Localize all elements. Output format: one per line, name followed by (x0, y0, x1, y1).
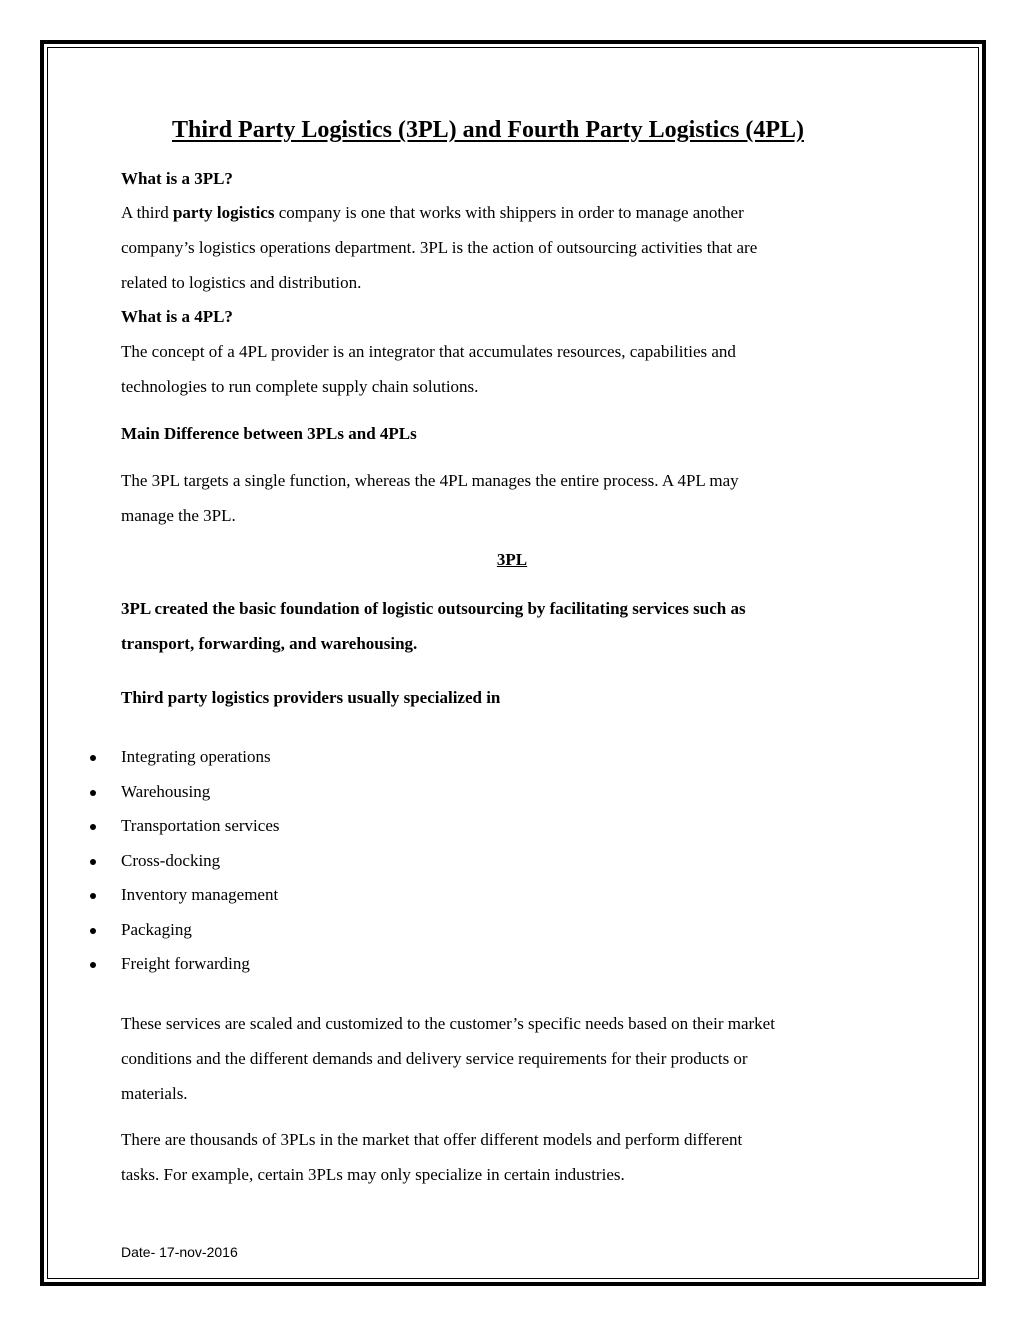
heading-what-is-4pl: What is a 4PL? (121, 307, 233, 326)
paragraph-line: There are thousands of 3PLs in the market that offer different models and perform different (121, 1130, 743, 1149)
paragraph-line: tasks. For example, certain 3PLs may only specialize in certain industries. (121, 1165, 625, 1184)
bold-term-party-logistics: party logistics (172, 203, 275, 222)
paragraph-3pl-intro (121, 591, 746, 661)
list-item-label: Packaging (121, 919, 192, 939)
paragraph-line: company’s logistics operations department. 3PL is the action of outsourcing activities that are (121, 238, 758, 257)
heading-main-difference: Main Difference between 3PLs and 4PLs (121, 424, 417, 443)
bullet-icon (90, 962, 96, 968)
paragraph-line: conditions and the different demands and delivery service requirements for their products or (121, 1049, 748, 1068)
paragraph-line: The 3PL targets a single function, whereas the 4PL manages the entire process. A 4PL may (121, 471, 739, 490)
list-item-label: Integrating operations (121, 747, 271, 766)
list-item-label: Freight forwarding (121, 954, 250, 973)
document-title: Third Party Logistics (3PL) and Fourth Party Logistics (4PL) (172, 117, 804, 143)
paragraph-line: technologies to run complete supply chain solutions. (121, 377, 479, 396)
paragraph-services-scaled (121, 1006, 775, 1111)
paragraph-line: transport, forwarding, and warehousing. (121, 634, 418, 653)
list-item-label: Warehousing (121, 781, 211, 801)
footer-date: Date- 17-nov-2016 (121, 1244, 238, 1260)
paragraph-line: 3PL created the basic foundation of logistic outsourcing by facilitating services such as (121, 599, 746, 618)
paragraph-line (121, 195, 757, 230)
heading-what-is-3pl: What is a 3PL? (121, 169, 233, 188)
bullet-icon (90, 790, 96, 796)
paragraph-line: related to logistics and distribution. (121, 273, 362, 292)
list-item-label: Cross-docking (121, 850, 221, 870)
bullet-icon (90, 928, 96, 934)
paragraph-line: These services are scaled and customized to the customer’s specific needs based on their market (121, 1014, 775, 1033)
list-item-label: Inventory management (121, 885, 279, 904)
text-run: A third (121, 203, 173, 222)
paragraph-thousands-of-3pls (121, 1122, 742, 1192)
text-run: company is one that works with shippers in order to manage another (274, 203, 744, 222)
bullet-icon (90, 893, 96, 899)
section-heading-3pl: 3PL (496, 550, 528, 569)
paragraph-line: materials. (121, 1084, 188, 1103)
paragraph-line: manage the 3PL. (121, 506, 236, 525)
paragraph-line: The concept of a 4PL provider is an integrator that accumulates resources, capabilities and (121, 342, 736, 361)
list-item-label: Transportation services (121, 816, 280, 835)
bullet-icon (90, 859, 96, 865)
heading-specialized-in: Third party logistics providers usually specialized in (121, 688, 501, 707)
paragraph-main-difference (121, 463, 739, 533)
paragraph-what-is-4pl (121, 334, 736, 404)
paragraph-what-is-3pl (121, 195, 757, 300)
bullet-icon (90, 824, 96, 830)
bullet-icon (90, 755, 96, 761)
